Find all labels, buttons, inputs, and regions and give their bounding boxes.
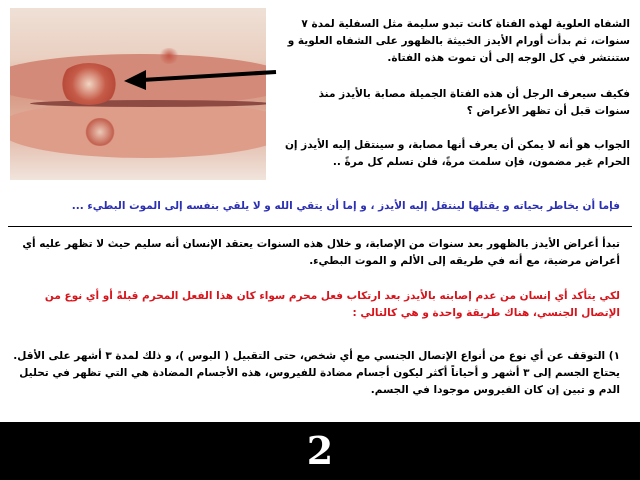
paragraph-intro: الشفاه العلوية لهذه الفتاة كانت تبدو سليمة مثل السفلية لمدة ٧ سنوات، ثم بدأت أورام الأيدز الخبيثة بالظهور على الشفاه العلوية و ستنتشر في كل الوجه إلى أن تموت هذه الفتاة. [287, 18, 630, 64]
paragraph-question: فكيف سيعرف الرجل أن هذه الفتاة الجميلة مصابة بالأيدز منذ سنوات قبل أن تظهر الأعراض ؟ [318, 88, 630, 117]
paragraph-warning-red: لكي يتأكد أي إنسان من عدم إصابته بالأيدز بعد ارتكاب فعل محرم سواء كان هذا الفعل المحرم قبلةً أو أي نوع من الإتصال الجنسي، هناك طريقة واحدة و هي كالتالي : [44, 290, 620, 319]
paragraph-warning-blue: فإما أن يخاطر بحياته و يقتلها لينتقل إليه الأيدز ، و إما أن يتقي الله و لا يلقي بنفسه إلى الموت البطيء ... [71, 200, 620, 212]
arrow-pointer-icon [120, 60, 280, 100]
cold-sore [58, 63, 120, 105]
mouth-line [30, 100, 266, 107]
paragraph-step-1: ١) التوقف عن أي نوع من أنواع الإتصال الجنسي مع أي شخص، حتى التقبيل ( البوس )، و ذلك لمدة ٣ أشهر على الأقل. يحتاج الجسم إلى ٣ أشهر و أحياناً أكثر ليكون أجسام مضادة للفيروس، هذه الأجسام المضادة هي التي تظهر في تحليل الدم و تبين إن كان الفيروس موجودا في الجسم. [13, 350, 620, 396]
paragraph-symptoms: تبدأ أعراض الأيدز بالظهور بعد سنوات من الإصابة، و خلال هذه السنوات يعتقد الإنسان أنه سليم حيث لا تظهر عليه أي أعراض مرضية، مع أنه في طريقه إلى الألم و الموت البطيء. [22, 238, 620, 267]
page-number: 2 [306, 428, 334, 473]
lower-lip [10, 103, 266, 158]
paragraph-answer: الجواب هو أنه لا يمكن أن يعرف أنها مصابة، و سينتقل إليه الأيدز إن الحرام غير مضمون، فإن سلمت مرةً، فلن تسلم كل مرةً .. [284, 139, 630, 168]
cold-sore [80, 118, 120, 146]
divider [8, 226, 632, 227]
